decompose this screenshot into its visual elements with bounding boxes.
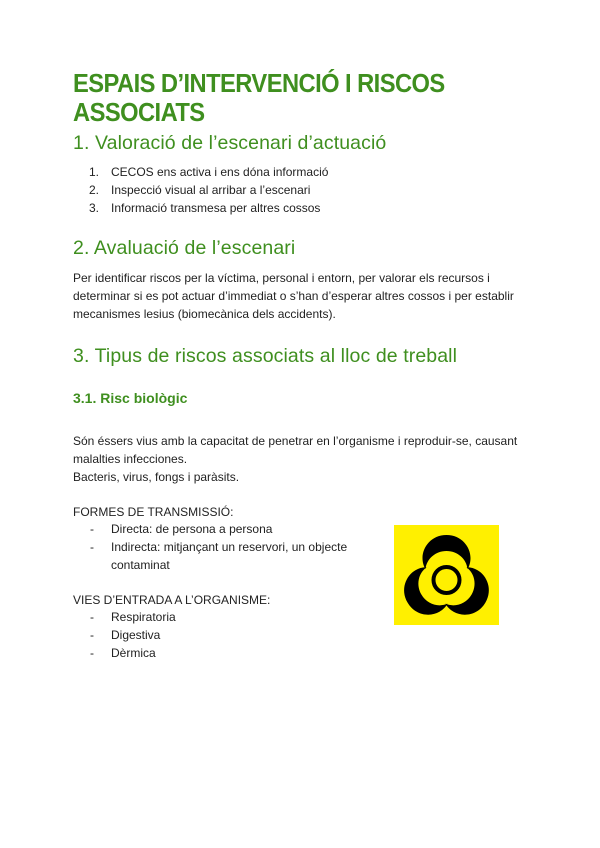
list-item: 3. Informació transmesa per altres cossos — [89, 201, 321, 215]
biohazard-symbol — [394, 525, 499, 625]
section-1-list — [73, 163, 328, 217]
list-item: 2. Inspecció visual al arribar a l’escenari — [89, 183, 311, 197]
section-3-1-heading: 3.1. Risc biològic — [73, 390, 188, 406]
list-item: - Directa: de persona a persona — [90, 522, 273, 536]
transmission-label: FORMES DE TRANSMISSIÓ: — [73, 505, 234, 519]
list-item: - Respiratoria — [90, 610, 176, 624]
section-3-1-paragraph: Són éssers vius amb la capacitat de penetrar en l’organisme i reproduir-se, causant malalties infecciones. — [73, 434, 518, 466]
transmission-list — [73, 520, 373, 574]
biohazard-icon — [394, 525, 499, 625]
list-item: - Digestiva — [90, 628, 161, 642]
page-title: ESPAIS D’INTERVENCIÓ I RISCOS ASSOCIATS — [73, 70, 445, 127]
entry-label: VIES D’ENTRADA A L’ORGANISME: — [73, 593, 271, 607]
section-3-heading: 3. Tipus de riscos associats al lloc de treball — [73, 345, 458, 367]
entry-list — [73, 608, 176, 662]
list-item: 1. CECOS ens activa i ens dóna informació — [89, 165, 329, 179]
list-item: - Dèrmica — [90, 646, 156, 660]
section-2-paragraph: Per identificar riscos per la víctima, personal i entorn, per valorar els recursos i determinar si es pot actuar d’immediat o s’han d’esperar altres cossos i per establir mecanismes lesius (biomecànica dels accidents). — [73, 271, 514, 321]
section-2-heading: 2. Avaluació de l’escenari — [73, 237, 296, 259]
list-item: - Indirecta: mitjançant un reservori, un objecte contaminat — [90, 540, 348, 572]
section-1-heading: 1. Valoració de l’escenari d’actuació — [73, 132, 387, 154]
section-3-1-examples: Bacteris, virus, fongs i paràsits. — [73, 470, 240, 484]
